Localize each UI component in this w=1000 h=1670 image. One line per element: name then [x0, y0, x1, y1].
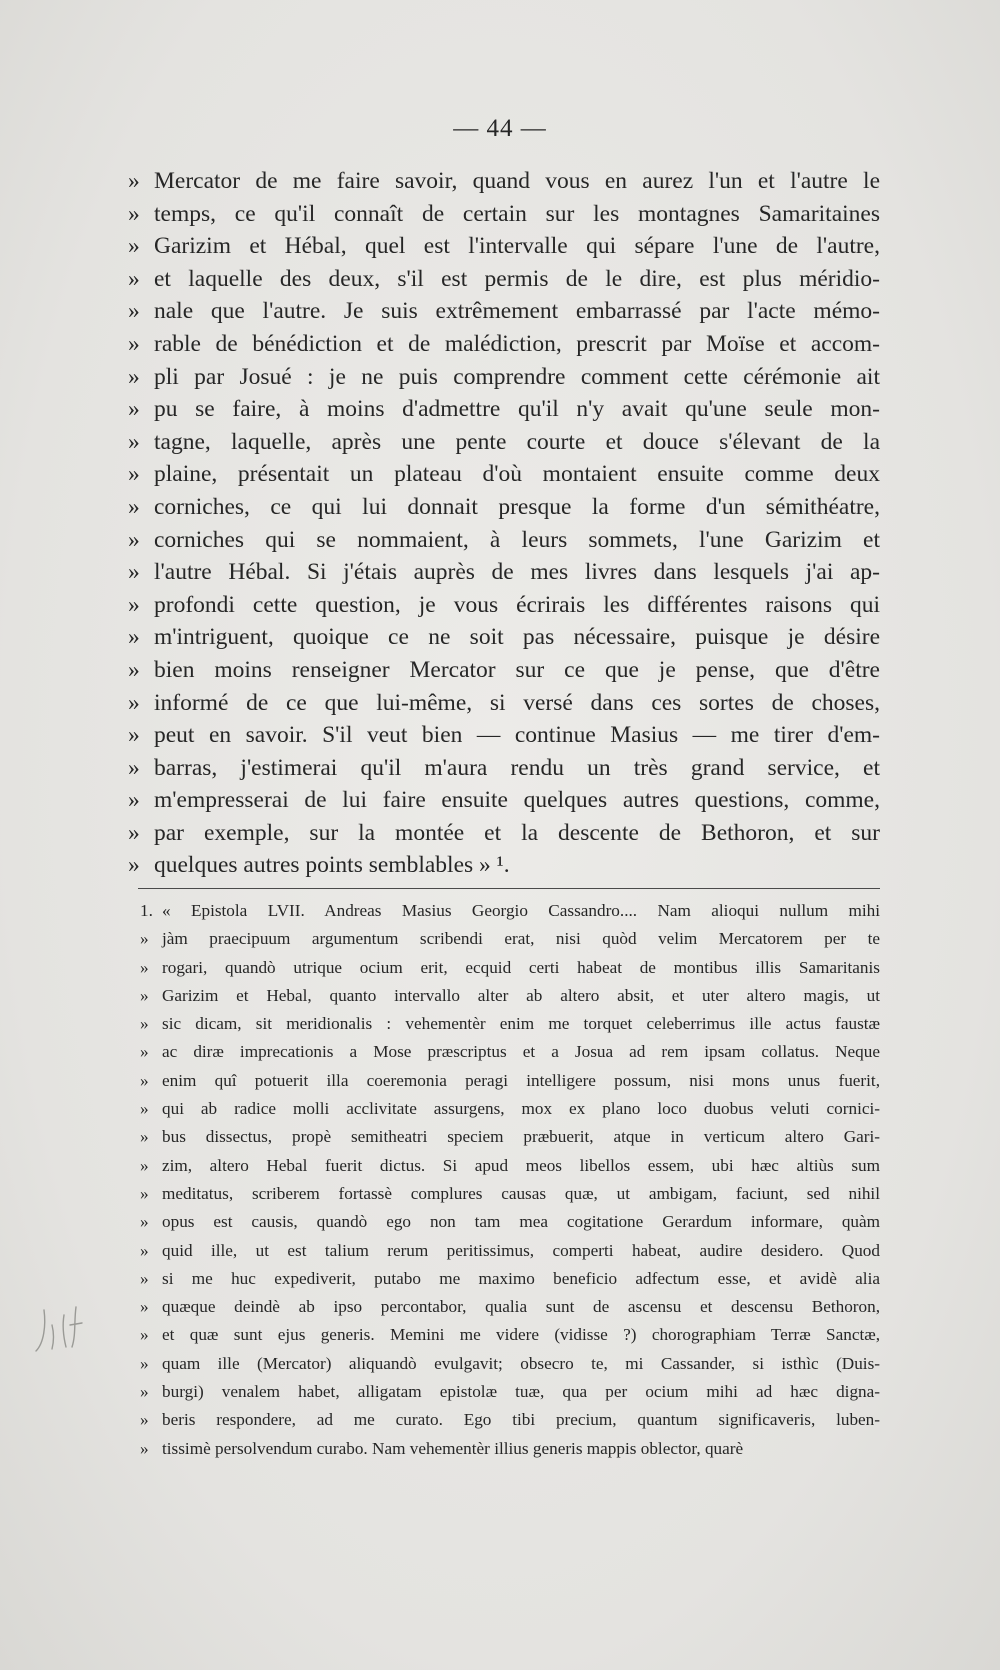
- quote-mark: »: [128, 624, 140, 651]
- pencil-annotation: [32, 1285, 112, 1365]
- text-line: [128, 393, 880, 426]
- footnote-line: [140, 1237, 880, 1265]
- line-text: bien moins renseigner Mercator sur ce que je pense, que d'être: [154, 656, 880, 683]
- quote-mark: »: [140, 1155, 149, 1175]
- text-line: [128, 198, 880, 231]
- footnote-line: [140, 1321, 880, 1349]
- line-text: tagne, laquelle, après une pente courte et douce s'élevant de la: [154, 428, 880, 455]
- line-text: barras, j'estimerai qu'il m'aura rendu un très grand service, et: [154, 754, 880, 781]
- footnote-text: rogari, quandò utrique ocium erit, ecquid certi habeat de montibus illis Samaritanis: [162, 957, 880, 977]
- quote-mark: »: [128, 461, 140, 488]
- footnote-text: sic dicam, sit meridionalis : vehementèr enim me torquet celeberrimus ille actus faustæ: [162, 1014, 880, 1034]
- footnote-line: [140, 1067, 880, 1095]
- quote-mark: »: [140, 929, 149, 949]
- quote-mark: »: [128, 233, 140, 260]
- footnote-line: [140, 925, 880, 953]
- quote-mark: »: [128, 754, 140, 781]
- main-text-block: [128, 165, 880, 882]
- text-line: [128, 849, 880, 882]
- quote-mark: »: [128, 330, 140, 357]
- footnote-line: [140, 897, 880, 925]
- footnote-line: [140, 1406, 880, 1434]
- quote-mark: »: [140, 1382, 149, 1402]
- text-line: [128, 491, 880, 524]
- line-text: m'empresserai de lui faire ensuite quelques autres questions, comme,: [154, 787, 880, 814]
- quote-mark: »: [140, 1042, 149, 1062]
- text-line: [128, 784, 880, 817]
- line-text: quelques autres points semblables » ¹.: [154, 852, 510, 879]
- quote-mark: »: [140, 1353, 149, 1373]
- quote-mark: »: [140, 1099, 149, 1119]
- text-line: [128, 295, 880, 328]
- footnote-line: [140, 1123, 880, 1151]
- quote-mark: »: [140, 1438, 149, 1458]
- quote-mark: »: [140, 1268, 149, 1288]
- quote-mark: »: [128, 200, 140, 227]
- quote-mark: »: [128, 559, 140, 586]
- text-line: [128, 328, 880, 361]
- line-text: temps, ce qu'il connaît de certain sur les montagnes Samaritaines: [154, 200, 880, 227]
- footnote-line: [140, 982, 880, 1010]
- quote-mark: »: [140, 985, 149, 1005]
- quote-mark: »: [128, 396, 140, 423]
- quote-mark: »: [140, 1410, 149, 1430]
- quote-mark: »: [128, 265, 140, 292]
- footnote-text: opus est causis, quandò ego non tam mea cogitatione Gerardum informare, quàm: [162, 1212, 880, 1232]
- line-text: corniches qui se nommaient, à leurs sommets, l'une Garizim et: [154, 526, 880, 553]
- footnote-line: [140, 1378, 880, 1406]
- quote-mark: »: [140, 1212, 149, 1232]
- footnote-line: [140, 1293, 880, 1321]
- footnote-text: « Epistola LVII. Andreas Masius Georgio Cassandro.... Nam alioqui nullum mihi: [162, 901, 880, 920]
- footnote-text: jàm praecipuum argumentum scribendi erat, nisi quòd velim Mercatorem per te: [162, 929, 880, 949]
- footnote-text: quæque deindè ab ipso percontabor, qualia sunt de ascensu et descensu Bethoron,: [162, 1297, 880, 1317]
- footnote-text: ac diræ imprecationis a Mose præscriptus et a Josua ad rem ipsam collatus. Neque: [162, 1042, 880, 1062]
- text-line: [128, 621, 880, 654]
- page-number: — 44 —: [453, 115, 547, 142]
- text-line: [128, 654, 880, 687]
- footnote-text: zim, altero Hebal fuerit dictus. Si apud meos libellos essem, ubi hæc altiùs sum: [162, 1155, 880, 1175]
- quote-mark: »: [128, 428, 140, 455]
- footnote-text: burgi) venalem habet, alligatam epistolæ tuæ, qua per ocium mihi ad hæc digna-: [162, 1382, 880, 1402]
- line-text: m'intriguent, quoique ce ne soit pas nécessaire, puisque je désire: [154, 624, 880, 651]
- line-text: Garizim et Hébal, quel est l'intervalle qui sépare l'une de l'autre,: [154, 233, 880, 260]
- footnote-line: [140, 1095, 880, 1123]
- footnote-line: [140, 1208, 880, 1236]
- quote-mark: »: [140, 1127, 149, 1147]
- footnote-line: [140, 1010, 880, 1038]
- footnote-block: [140, 897, 880, 1463]
- quote-mark: »: [140, 1014, 149, 1034]
- footnote-text: quam ille (Mercator) aliquandò evulgavit; obsecro te, mi Cassander, si isthìc (Duis-: [162, 1353, 880, 1373]
- text-line: [128, 719, 880, 752]
- line-text: nale que l'autre. Je suis extrêmement embarrassé par l'acte mémo-: [154, 298, 880, 325]
- quote-mark: »: [140, 1183, 149, 1203]
- footnote-text: beris respondere, ad me curato. Ego tibi precium, quantum significaveris, luben-: [162, 1410, 880, 1430]
- footnote-line: [140, 1350, 880, 1378]
- quote-mark: »: [128, 591, 140, 618]
- footnote-line: [140, 1180, 880, 1208]
- text-line: [128, 589, 880, 622]
- text-line: [128, 165, 880, 198]
- footnote-text: bus dissectus, propè semitheatri speciem præbuerit, atque in verticum altero Gari-: [162, 1127, 880, 1147]
- footnote-text: qui ab radice molli acclivitate assurgens, mox ex plano loco duobus veluti cornici-: [162, 1099, 880, 1119]
- quote-mark: »: [128, 787, 140, 814]
- quote-mark: »: [140, 957, 149, 977]
- quote-mark: »: [128, 363, 140, 390]
- line-text: et laquelle des deux, s'il est permis de le dire, est plus méridio-: [154, 265, 880, 292]
- line-text: plaine, présentait un plateau d'où montaient ensuite comme deux: [154, 461, 880, 488]
- footnote-line: [140, 1435, 880, 1463]
- text-line: [128, 458, 880, 491]
- footnote-text: enim quî potuerit illa coeremonia peragi intelligere possum, nisi mons unus fuerit,: [162, 1070, 880, 1090]
- quote-mark: »: [140, 1240, 149, 1260]
- text-line: [128, 361, 880, 394]
- quote-mark: »: [140, 1325, 149, 1345]
- quote-mark: »: [128, 689, 140, 716]
- line-text: pli par Josué : je ne puis comprendre comment cette cérémonie ait: [154, 363, 880, 390]
- quote-mark: »: [128, 298, 140, 325]
- quote-mark: »: [128, 819, 140, 846]
- quote-mark: »: [140, 1297, 149, 1317]
- text-line: [128, 263, 880, 296]
- quote-mark: »: [128, 493, 140, 520]
- quote-mark: »: [128, 526, 140, 553]
- quote-mark: »: [128, 656, 140, 683]
- footnote-text: meditatus, scriberem fortassè complures causas quæ, ut ambigam, faciunt, sed nihil: [162, 1183, 880, 1203]
- text-line: [128, 230, 880, 263]
- footnote-line: [140, 1265, 880, 1293]
- line-text: corniches, ce qui lui donnait presque la forme d'un sémithéatre,: [154, 493, 880, 520]
- footnote-line: [140, 954, 880, 982]
- line-text: informé de ce que lui-même, si versé dans ces sortes de choses,: [154, 689, 880, 716]
- line-text: Mercator de me faire savoir, quand vous en aurez l'un et l'autre le: [154, 168, 880, 194]
- footnote-text: tissimè persolvendum curabo. Nam vehementèr illius generis mappis oblector, quarè: [162, 1438, 744, 1458]
- quote-mark: »: [140, 1070, 149, 1090]
- footnote-text: et quæ sunt ejus generis. Memini me videre (vidisse ?) chorographiam Terræ Sanctæ,: [162, 1325, 880, 1345]
- text-line: [128, 426, 880, 459]
- text-line: [128, 524, 880, 557]
- line-text: par exemple, sur la montée et la descente de Bethoron, et sur: [154, 819, 880, 846]
- text-line: [128, 817, 880, 850]
- quote-mark: »: [128, 722, 140, 749]
- footnote-text: si me huc expediverit, putabo me maximo beneficio adfectum esse, et avidè alia: [162, 1268, 880, 1288]
- text-line: [128, 687, 880, 720]
- footnote-line: [140, 1152, 880, 1180]
- text-line: [128, 556, 880, 589]
- footnote-number: 1.: [140, 901, 153, 920]
- text-line: [128, 752, 880, 785]
- line-text: l'autre Hébal. Si j'étais auprès de mes livres dans lesquels j'ai ap-: [154, 559, 880, 586]
- footnote-line: [140, 1038, 880, 1066]
- line-text: profondi cette question, je vous écrirais les différentes raisons qui: [154, 591, 880, 618]
- quote-mark: »: [128, 168, 140, 194]
- line-text: pu se faire, à moins d'admettre qu'il n'y avait qu'une seule mon-: [154, 396, 880, 423]
- line-text: rable de bénédiction et de malédiction, prescrit par Moïse et accom-: [154, 330, 880, 357]
- footnote-text: quid ille, ut est talium rerum peritissimus, comperti habeat, audire desidero. Quod: [162, 1240, 880, 1260]
- footnote-divider: [138, 888, 880, 889]
- footnote-text: Garizim et Hebal, quanto intervallo alter ab altero absit, et uter altero magis, ut: [162, 985, 880, 1005]
- line-text: peut en savoir. S'il veut bien — continue Masius — me tirer d'em-: [154, 722, 880, 749]
- quote-mark: »: [128, 852, 140, 879]
